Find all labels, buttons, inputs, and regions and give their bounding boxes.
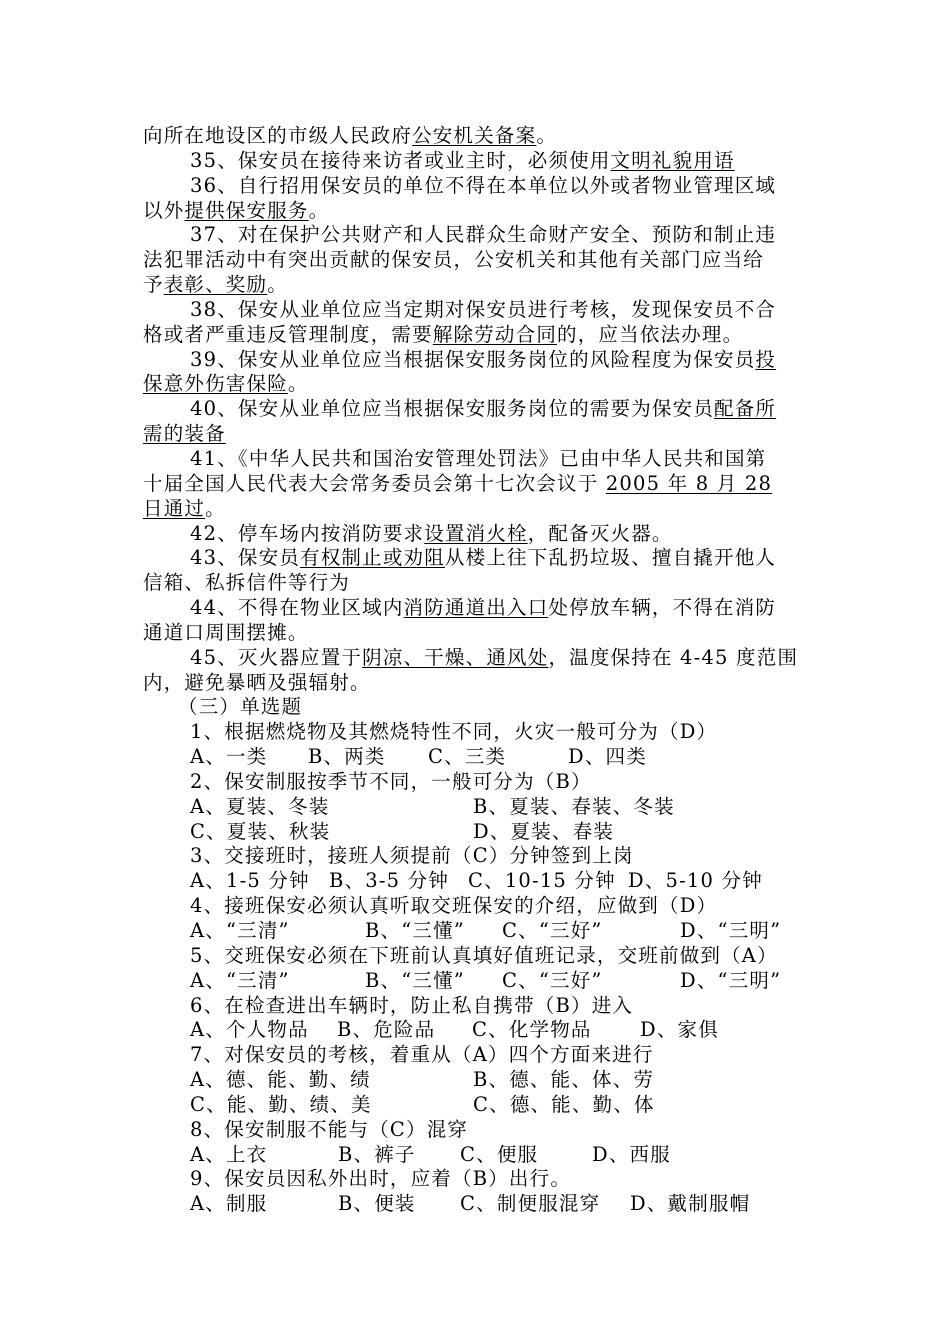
line-text: 十届全国人民代表大会常务委员会第十七次会议于 bbox=[143, 471, 606, 495]
line-text: 处停放车辆，不得在消防 bbox=[548, 596, 777, 620]
options-row bbox=[143, 1093, 808, 1118]
option-c: C、“三好” bbox=[502, 968, 603, 992]
option-c: C、“三好” bbox=[502, 919, 603, 942]
line-text: 格或者严重违反管理制度，需要 bbox=[143, 322, 433, 346]
line-text: 40、保安从业单位应当根据保安服务岗位的需要为保安员 bbox=[190, 397, 715, 421]
option-c: C、三类 bbox=[428, 745, 507, 769]
option-b: B、危险品 bbox=[337, 1018, 436, 1042]
line-text: 43、保安员 bbox=[190, 546, 301, 570]
question-stem: 1、根据燃烧物及其燃烧特性不同，火灾一般可分为（D） bbox=[190, 720, 718, 744]
line-text: 。 bbox=[267, 273, 288, 297]
text-line bbox=[143, 422, 808, 447]
option-a: A、德、能、勤、绩 bbox=[190, 1068, 371, 1092]
text-line bbox=[143, 273, 808, 298]
underlined-answer: 2005 年 8 月 28 bbox=[605, 471, 773, 495]
option-a: A、“三清” bbox=[190, 919, 290, 942]
line-text: ，温度保持在 4-45 度范围 bbox=[548, 645, 799, 669]
option-a: A、制服 bbox=[190, 1192, 268, 1216]
text-line bbox=[143, 372, 808, 397]
option-d: C、德、能、勤、体 bbox=[473, 1092, 655, 1116]
text-line bbox=[143, 472, 808, 497]
line-text: 内，避免暴晒及强辐射。 bbox=[143, 670, 371, 694]
line-text: 45、灭火器应置于 bbox=[190, 645, 363, 669]
text-line bbox=[143, 124, 808, 149]
option-d: D、“三明” bbox=[680, 968, 782, 992]
option-b: B、“三懂” bbox=[365, 919, 465, 942]
options-row bbox=[143, 795, 808, 820]
text-line bbox=[143, 397, 808, 422]
underlined-answer: 解除劳动合同 bbox=[432, 322, 558, 346]
line-text: ，配备灭火器。 bbox=[527, 521, 673, 545]
options-row bbox=[143, 1192, 808, 1217]
underlined-answer: 公安机关备案 bbox=[412, 124, 537, 147]
line-text: 38、保安从业单位应当定期对保安员进行考核，发现保安员不合 bbox=[190, 297, 777, 321]
underlined-answer: 投 bbox=[755, 347, 777, 371]
option-c: C、制便服混穿 bbox=[460, 1192, 601, 1216]
option-d: D、家俱 bbox=[640, 1018, 719, 1042]
option-a: A、上衣 bbox=[190, 1142, 268, 1166]
options-row bbox=[143, 1068, 808, 1093]
question-stem: 3、交接班时，接班人须提前（C）分钟签到上岗 bbox=[190, 844, 634, 868]
option-a: A、“三清” bbox=[190, 968, 290, 992]
question-stem: 9、保安员因私外出时，应着（B）出行。 bbox=[190, 1167, 572, 1191]
question-stem: 7、对保安员的考核，着重从（A）四个方面来进行 bbox=[190, 1043, 654, 1067]
underlined-answer: 消防通道出入口 bbox=[403, 596, 549, 620]
option-a: A、一类 bbox=[190, 745, 268, 769]
single-choice-section bbox=[143, 720, 808, 1217]
underlined-answer: 表彰、奖励 bbox=[163, 273, 268, 297]
line-text: 42、停车场内按消防要求 bbox=[190, 521, 425, 545]
option-d: D、西服 bbox=[592, 1142, 671, 1166]
line-text: 44、不得在物业区域内 bbox=[190, 596, 404, 620]
text-line bbox=[143, 223, 808, 248]
options-row bbox=[143, 1143, 808, 1168]
line-text: 。 bbox=[308, 198, 330, 222]
text-line bbox=[143, 596, 808, 621]
option-c: C、化学物品 bbox=[472, 1018, 592, 1042]
line-text: 予 bbox=[143, 273, 164, 297]
line-text: 。 bbox=[205, 496, 226, 520]
option-a: A、夏装、冬装 bbox=[190, 794, 330, 818]
option-a: A、1-5 分钟 bbox=[190, 869, 310, 893]
option-b: B、裤子 bbox=[338, 1142, 416, 1166]
text-line bbox=[143, 323, 808, 348]
options-row bbox=[143, 820, 808, 845]
text-line bbox=[143, 571, 808, 596]
line-text: 39、保安从业单位应当根据保安服务岗位的风险程度为保安员 bbox=[190, 347, 756, 371]
text-line bbox=[143, 348, 808, 373]
line-text: 信箱、私拆信件等行为 bbox=[143, 571, 351, 595]
options-row bbox=[143, 919, 808, 944]
line-text: 通道口周围摆摊。 bbox=[143, 620, 309, 644]
options-row bbox=[143, 745, 808, 770]
option-b: B、夏装、春装、冬装 bbox=[473, 794, 675, 818]
line-text: 从楼上往下乱扔垃圾、擅自撬开他人 bbox=[444, 546, 777, 570]
line-text: 。 bbox=[287, 372, 309, 396]
underlined-answer: 日通过 bbox=[143, 496, 206, 520]
question-stem: 4、接班保安必须认真听取交班保安的介绍，应做到（D） bbox=[190, 894, 718, 918]
option-c: C、10-15 分钟 bbox=[468, 869, 616, 893]
line-text: 36、自行招用保安员的单位不得在本单位以外或者物业管理区域 bbox=[190, 173, 777, 197]
line-text: 35、保安员在接待来访者或业主时，必须使用 bbox=[190, 148, 611, 172]
option-c: C、夏装、秋装 bbox=[190, 819, 331, 843]
question-stem: 2、保安制服按季节不同，一般可分为（B） bbox=[190, 769, 592, 793]
question-stem: 8、保安制服不能与（C）混穿 bbox=[190, 1117, 469, 1141]
underlined-answer: 保意外伤害保险 bbox=[143, 372, 288, 396]
text-line bbox=[143, 646, 808, 671]
line-text: 37、对在保护公共财产和人民群众生命财产安全、预防和制止违 bbox=[190, 223, 777, 247]
option-d: D、戴制服帽 bbox=[630, 1192, 751, 1216]
underlined-answer: 文明礼貌用语 bbox=[610, 148, 735, 172]
options-row bbox=[143, 1018, 808, 1043]
option-b: B、两类 bbox=[308, 745, 386, 769]
underlined-answer: 配备所 bbox=[714, 397, 777, 421]
text-line bbox=[143, 497, 808, 522]
line-text: 向所在地设区的市级人民政府 bbox=[143, 124, 413, 147]
option-a: A、个人物品 bbox=[190, 1018, 309, 1042]
text-line bbox=[143, 671, 808, 696]
text-line bbox=[143, 522, 808, 547]
underlined-answer: 需的装备 bbox=[143, 422, 226, 446]
underlined-answer: 有权制止或劝阻 bbox=[300, 546, 445, 570]
option-b: B、“三懂” bbox=[365, 968, 465, 992]
document-page bbox=[143, 124, 808, 1217]
line-text: 法犯罪活动中有突出贡献的保安员，公安机关和其他有关部门应当给 bbox=[143, 248, 765, 272]
text-line bbox=[143, 248, 808, 273]
text-line bbox=[143, 546, 808, 571]
text-line bbox=[143, 199, 808, 224]
option-c: C、便服 bbox=[460, 1142, 539, 1166]
line-text: 41、《中华人民共和国治安管理处罚法》已由中华人民共和国第 bbox=[190, 446, 767, 470]
option-b: B、3-5 分钟 bbox=[329, 869, 450, 893]
options-row bbox=[143, 969, 808, 994]
underlined-answer: 设置消火栓 bbox=[424, 521, 528, 545]
option-c: C、能、勤、绩、美 bbox=[190, 1092, 372, 1116]
question-stem: 5、交班保安必须在下班前认真填好值班记录，交班前做到（A） bbox=[190, 943, 778, 967]
text-line bbox=[143, 447, 808, 472]
underlined-answer: 提供保安服务 bbox=[184, 198, 309, 222]
fill-in-section bbox=[143, 124, 808, 695]
option-b: B、便装 bbox=[338, 1192, 416, 1216]
option-b: B、德、能、体、劳 bbox=[473, 1068, 655, 1092]
options-row bbox=[143, 869, 808, 894]
text-line bbox=[143, 621, 808, 646]
text-line bbox=[143, 174, 808, 199]
underlined-answer: 阴凉、干燥、通风处 bbox=[362, 645, 549, 669]
option-d: D、“三明” bbox=[680, 919, 782, 942]
line-text: 以外 bbox=[143, 198, 185, 222]
option-d: D、5-10 分钟 bbox=[628, 869, 763, 893]
question-stem: 6、在检查进出车辆时，防止私自携带（B）进入 bbox=[190, 993, 634, 1017]
line-text: 的，应当依法办理。 bbox=[557, 322, 744, 346]
text-line bbox=[143, 149, 808, 174]
option-d: D、四类 bbox=[568, 745, 647, 769]
text-line bbox=[143, 298, 808, 323]
section-title: （三）单选题 bbox=[178, 695, 303, 719]
option-d: D、夏装、春装 bbox=[473, 819, 615, 843]
line-text: 。 bbox=[536, 124, 558, 147]
